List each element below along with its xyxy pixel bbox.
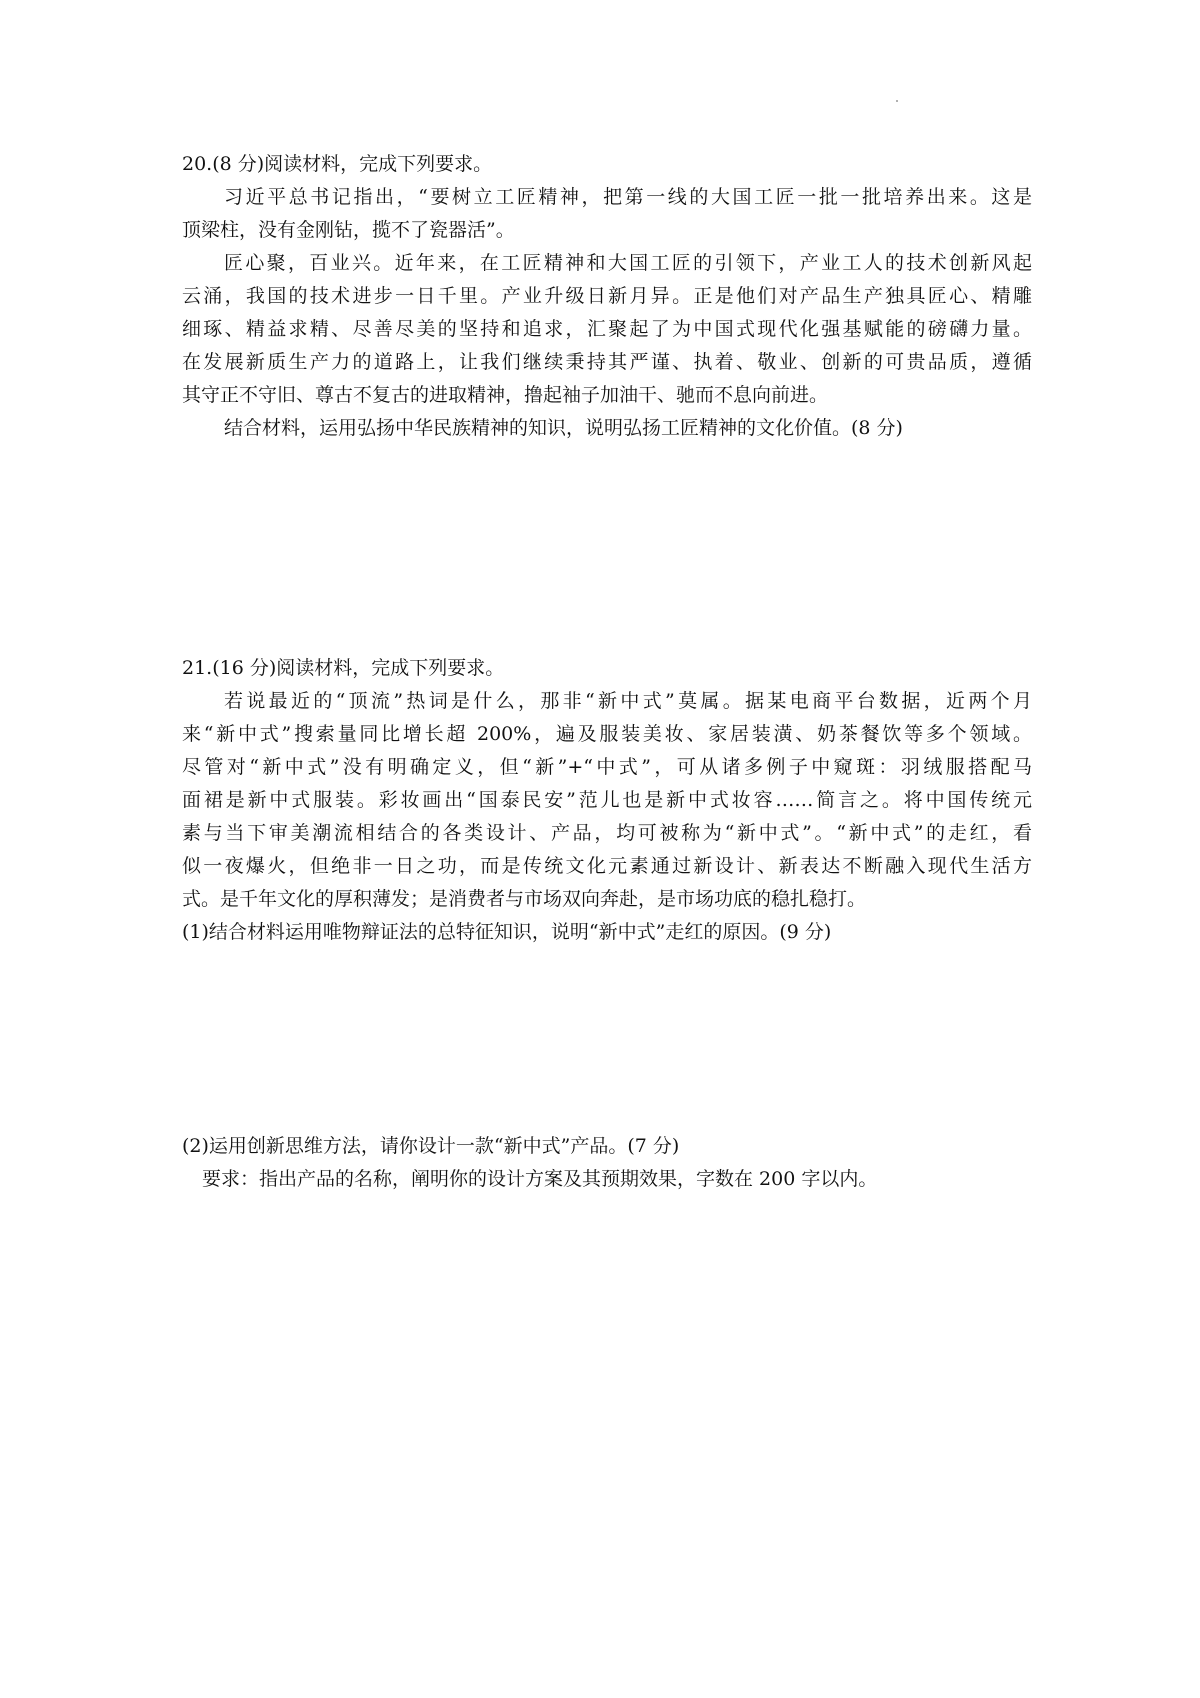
q20-p1-line-1: 习近平总书记指出，“要树立工匠精神，把第一线的大国工匠一批一批培养出来。这是 — [224, 186, 1032, 208]
q21-sub-question-2: (2)运用创新思维方法，请你设计一款“新中式”产品。(7 分) — [182, 1135, 680, 1157]
q20-p2-line-4: 在发展新质生产力的道路上，让我们继续秉持其严谨、执着、敬业、创新的可贵品质，遵循 — [182, 351, 1032, 373]
q21-p1-line-4: 面裙是新中式服装。彩妆画出“国泰民安”范儿也是新中式妆容……简言之。将中国传统元 — [182, 789, 1032, 811]
q20-p1-line-2: 顶梁柱，没有金刚钻，揽不了瓷器活”。 — [182, 219, 515, 241]
question-20 — [182, 148, 1032, 445]
q20-p2-line-2: 云涌，我国的技术进步一日千里。产业升级日新月异。正是他们对产品生产独具匠心、精雕 — [182, 285, 1032, 307]
question-20-title: 20.(8 分)阅读材料，完成下列要求。 — [182, 153, 493, 175]
q21-requirement: 要求：指出产品的名称，阐明你的设计方案及其预期效果，字数在 200 字以内。 — [202, 1168, 878, 1190]
q21-p1-line-2: 来“新中式”搜索量同比增长超 200%，遍及服装美妆、家居装潢、奶茶餐饮等多个领域。 — [182, 723, 1032, 745]
q21-p1-line-7: 式。是千年文化的厚积薄发；是消费者与市场双向奔赴，是市场功底的稳扎稳打。 — [182, 888, 867, 910]
question-21 — [182, 652, 1032, 949]
q21-p1-line-5: 素与当下审美潮流相结合的各类设计、产品，均可被称为“新中式”。“新中式”的走红，看 — [182, 822, 1032, 844]
q20-p2-line-1: 匠心聚，百业兴。近年来，在工匠精神和大国工匠的引领下，产业工人的技术创新风起 — [224, 252, 1032, 274]
scan-speck — [896, 100, 898, 102]
q21-p1-line-1: 若说最近的“顶流”热词是什么，那非“新中式”莫属。据某电商平台数据，近两个月 — [224, 690, 1032, 712]
question-21-part-2 — [182, 1130, 1032, 1196]
q21-sub-question-1: (1)结合材料运用唯物辩证法的总特征知识，说明“新中式”走红的原因。(9 分) — [182, 921, 832, 943]
q20-p2-line-5: 其守正不守旧、尊古不复古的进取精神，撸起袖子加油干、驰而不息向前进。 — [182, 384, 829, 406]
q21-p1-line-3: 尽管对“新中式”没有明确定义，但“新”+“中式”，可从诸多例子中窥斑：羽绒服搭配马 — [182, 756, 1032, 778]
q20-p2-line-3: 细琢、精益求精、尽善尽美的坚持和追求，汇聚起了为中国式现代化强基赋能的磅礴力量。 — [182, 318, 1032, 340]
question-21-title: 21.(16 分)阅读材料，完成下列要求。 — [182, 657, 505, 679]
q21-p1-line-6: 似一夜爆火，但绝非一日之功，而是传统文化元素通过新设计、新表达不断融入现代生活方 — [182, 855, 1032, 877]
q20-question: 结合材料，运用弘扬中华民族精神的知识，说明弘扬工匠精神的文化价值。(8 分) — [224, 417, 903, 439]
